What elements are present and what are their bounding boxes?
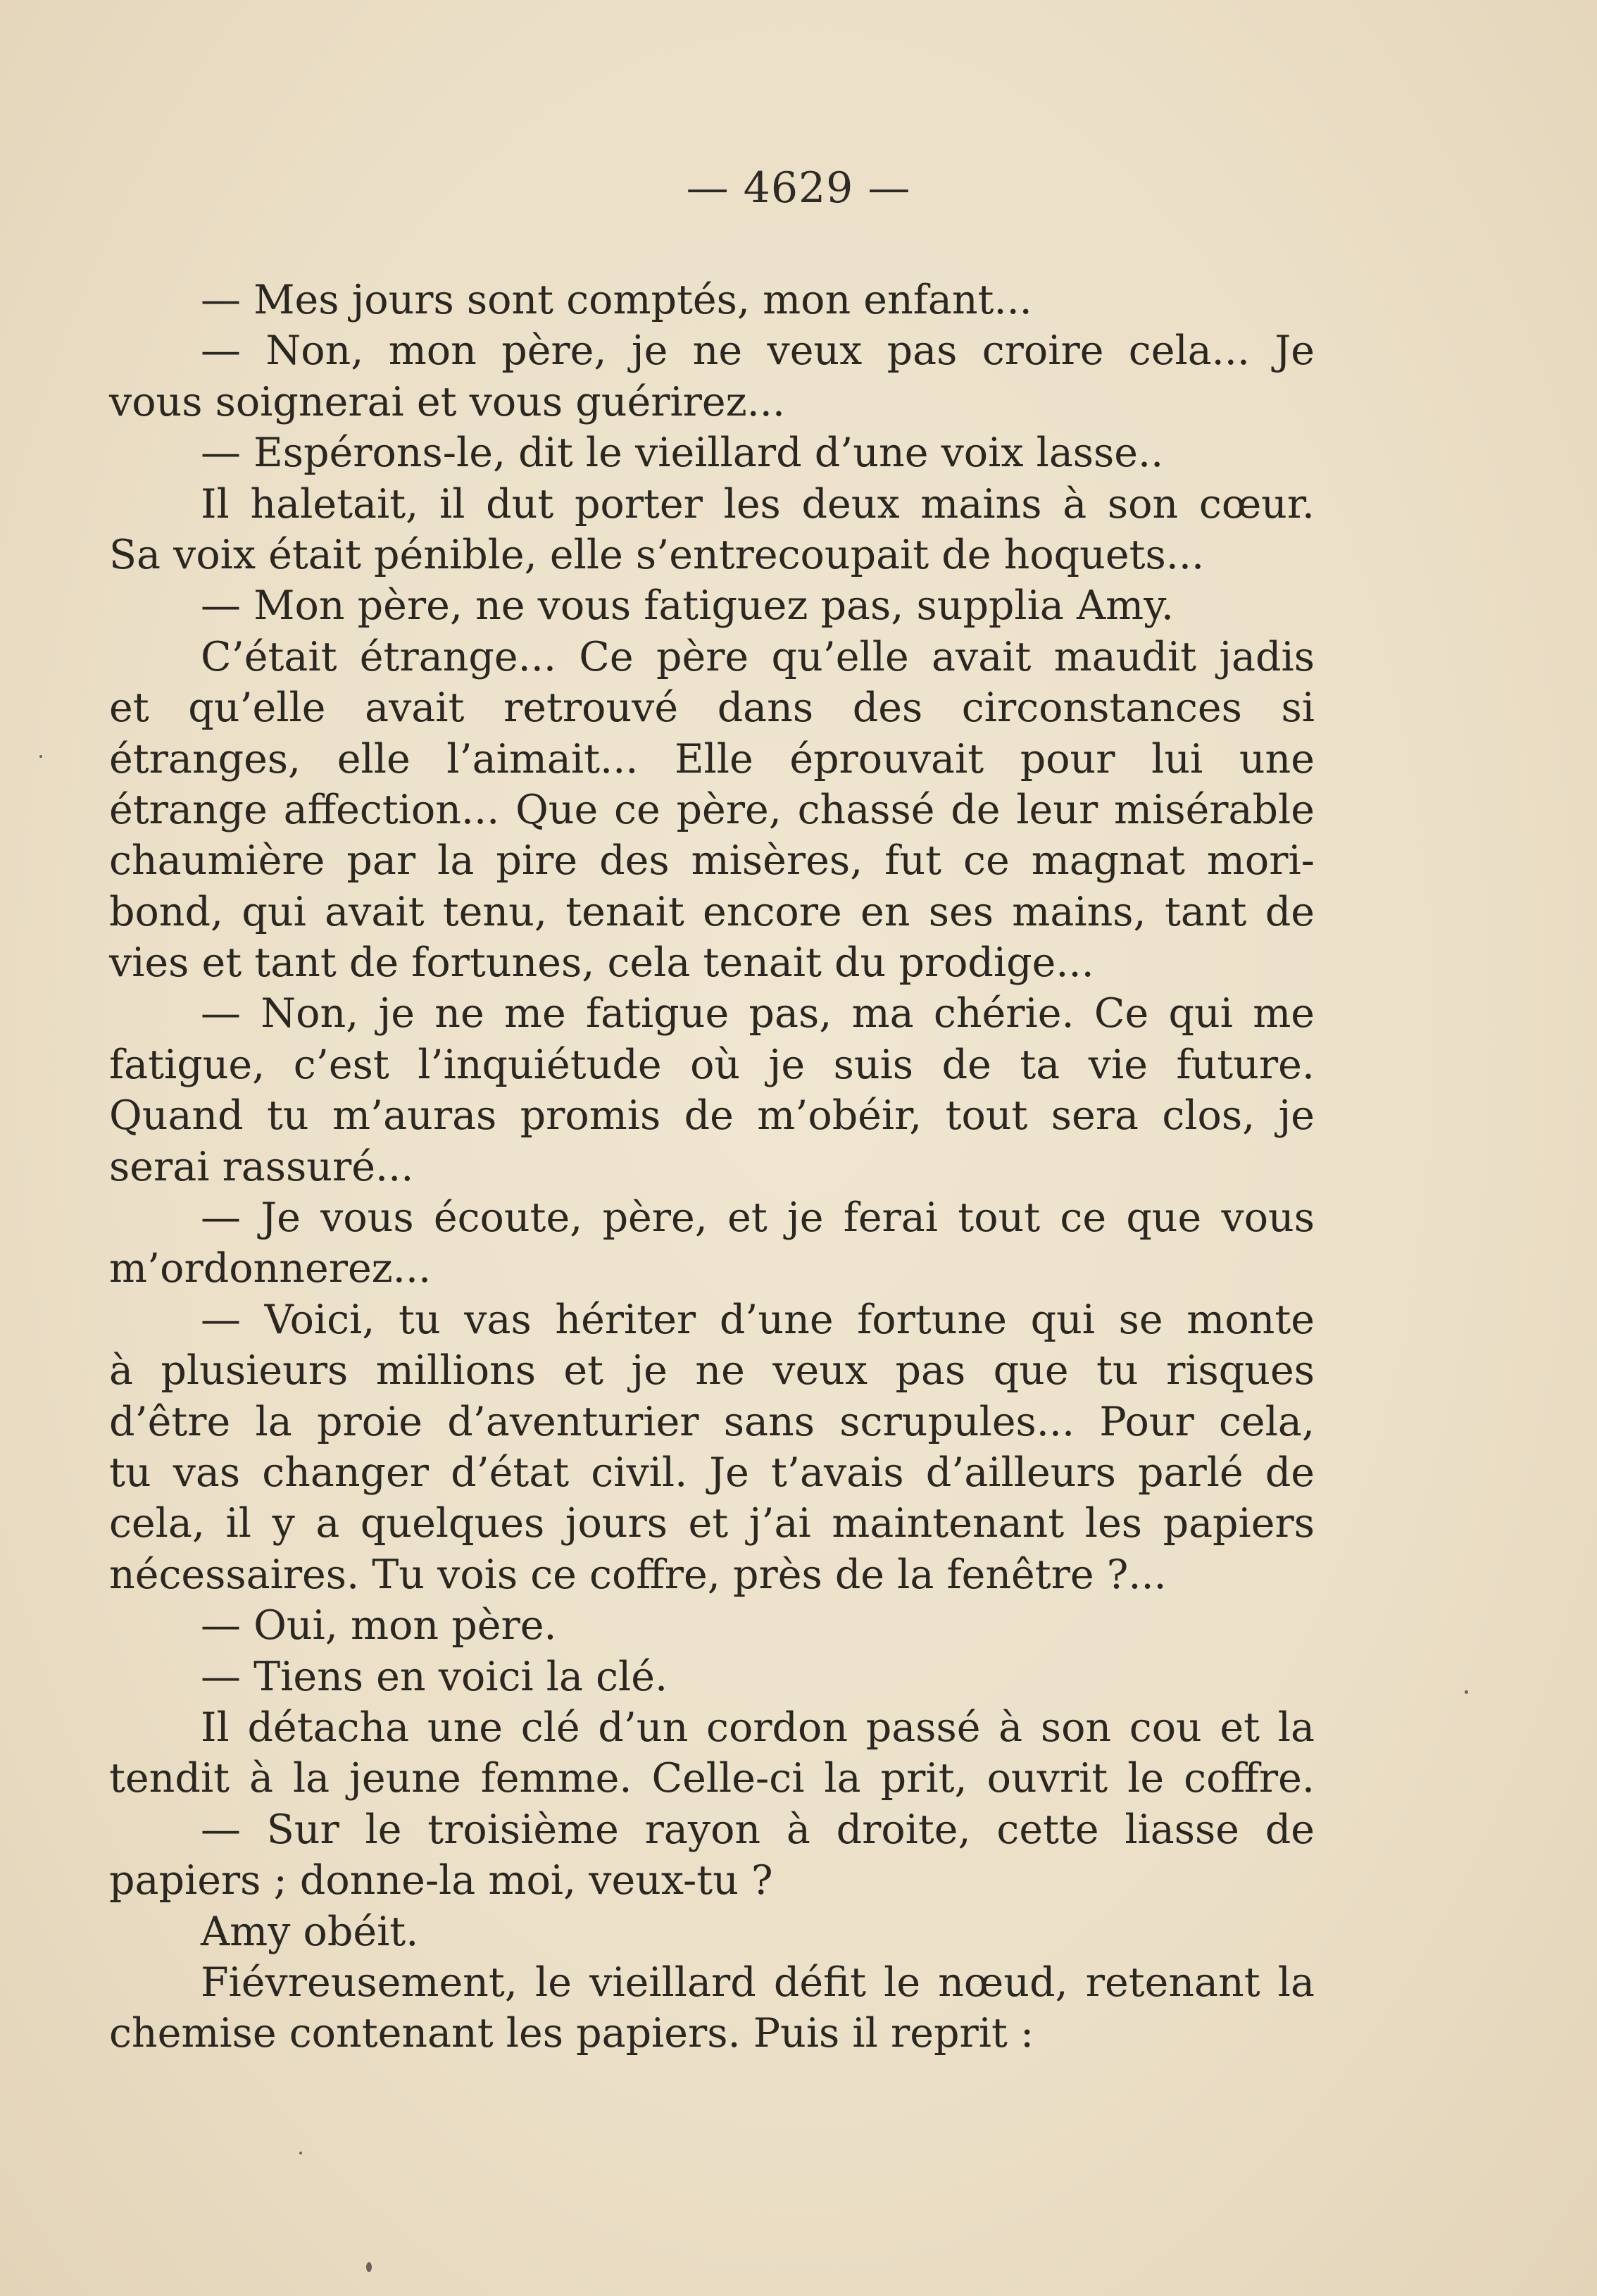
text-line: C’était étrange... Ce père qu’elle avait maudit jadis xyxy=(201,633,1315,680)
text-line: et qu’elle avait retrouvé dans des circonstances si xyxy=(109,685,1315,732)
text-line: Amy obéit. xyxy=(201,1908,419,1955)
text-line: Fiévreusement, le vieillard défit le nœud, retenant la xyxy=(201,1959,1315,2006)
text-line: tu vas changer d’état civil. Je t’avais d’ailleurs parlé de xyxy=(109,1449,1315,1496)
text-line: chemise contenant les papiers. Puis il reprit : xyxy=(109,2010,1034,2057)
text-line: fatigue, c’est l’inquiétude où je suis de ta vie future. xyxy=(109,1041,1315,1088)
ink-speck xyxy=(1465,1690,1468,1694)
text-line: — Je vous écoute, père, et je ferai tout ce que vous xyxy=(201,1194,1315,1242)
body-text xyxy=(109,275,1315,2059)
text-line: Quand tu m’auras promis de m’obéir, tout sera clos, je xyxy=(109,1092,1315,1140)
text-line: — Voici, tu vas hériter d’une fortune qui se monte xyxy=(201,1296,1315,1343)
text-line: — Non, je ne me fatigue pas, ma chérie. Ce qui me xyxy=(201,990,1315,1037)
text-line: — Non, mon père, je ne veux pas croire cela... Je xyxy=(201,327,1315,375)
text-line: vies et tant de fortunes, cela tenait du prodige... xyxy=(109,940,1094,987)
text-line: nécessaires. Tu vois ce coffre, près de la fenêtre ?... xyxy=(109,1551,1167,1598)
text-line: d’être la proie d’aventurier sans scrupules... Pour cela, xyxy=(109,1398,1315,1445)
page-number: — 4629 — xyxy=(686,163,911,213)
text-line: tendit à la jeune femme. Celle-ci la prit, ouvrit le coffre. xyxy=(109,1755,1315,1802)
text-line: — Mes jours sont comptés, mon enfant... xyxy=(201,277,1032,323)
text-line: étranges, elle l’aimait... Elle éprouvait pour lui une xyxy=(109,735,1315,782)
ink-speck xyxy=(299,2152,302,2154)
text-line: — Espérons-le, dit le vieillard d’une voix lasse.. xyxy=(201,430,1164,477)
text-line: serai rassuré... xyxy=(109,1143,414,1190)
text-line: — Mon père, ne vous fatiguez pas, supplia Amy. xyxy=(201,582,1174,630)
text-line: étrange affection... Que ce père, chassé de leur misérable xyxy=(109,786,1315,833)
text-line: Sa voix était pénible, elle s’entrecoupait de hoquets... xyxy=(109,531,1205,578)
text-line: Il détacha une clé d’un cordon passé à son cou et la xyxy=(201,1704,1315,1751)
text-line: bond, qui avait tenu, tenait encore en ses mains, tant de xyxy=(109,888,1315,935)
text-line: à plusieurs millions et je ne veux pas que tu risques xyxy=(109,1347,1315,1395)
ink-speck xyxy=(39,755,42,758)
text-line: cela, il y a quelques jours et j’ai maintenant les papiers xyxy=(109,1500,1315,1547)
text-line: — Sur le troisième rayon à droite, cette liasse de xyxy=(201,1806,1315,1853)
text-line: — Oui, mon père. xyxy=(201,1602,557,1649)
ink-speck xyxy=(366,2262,372,2272)
text-line: papiers ; donne-la moi, veux-tu ? xyxy=(109,1857,773,1904)
text-line: vous soignerai et vous guérirez... xyxy=(109,378,786,425)
text-line: — Tiens en voici la clé. xyxy=(201,1653,668,1700)
text-line: Il haletait, il dut porter les deux mains à son cœur. xyxy=(201,480,1315,528)
text-line: m’ordonnerez... xyxy=(109,1245,432,1292)
text-line: chaumière par la pire des misères, fut ce magnat mori- xyxy=(109,837,1315,885)
